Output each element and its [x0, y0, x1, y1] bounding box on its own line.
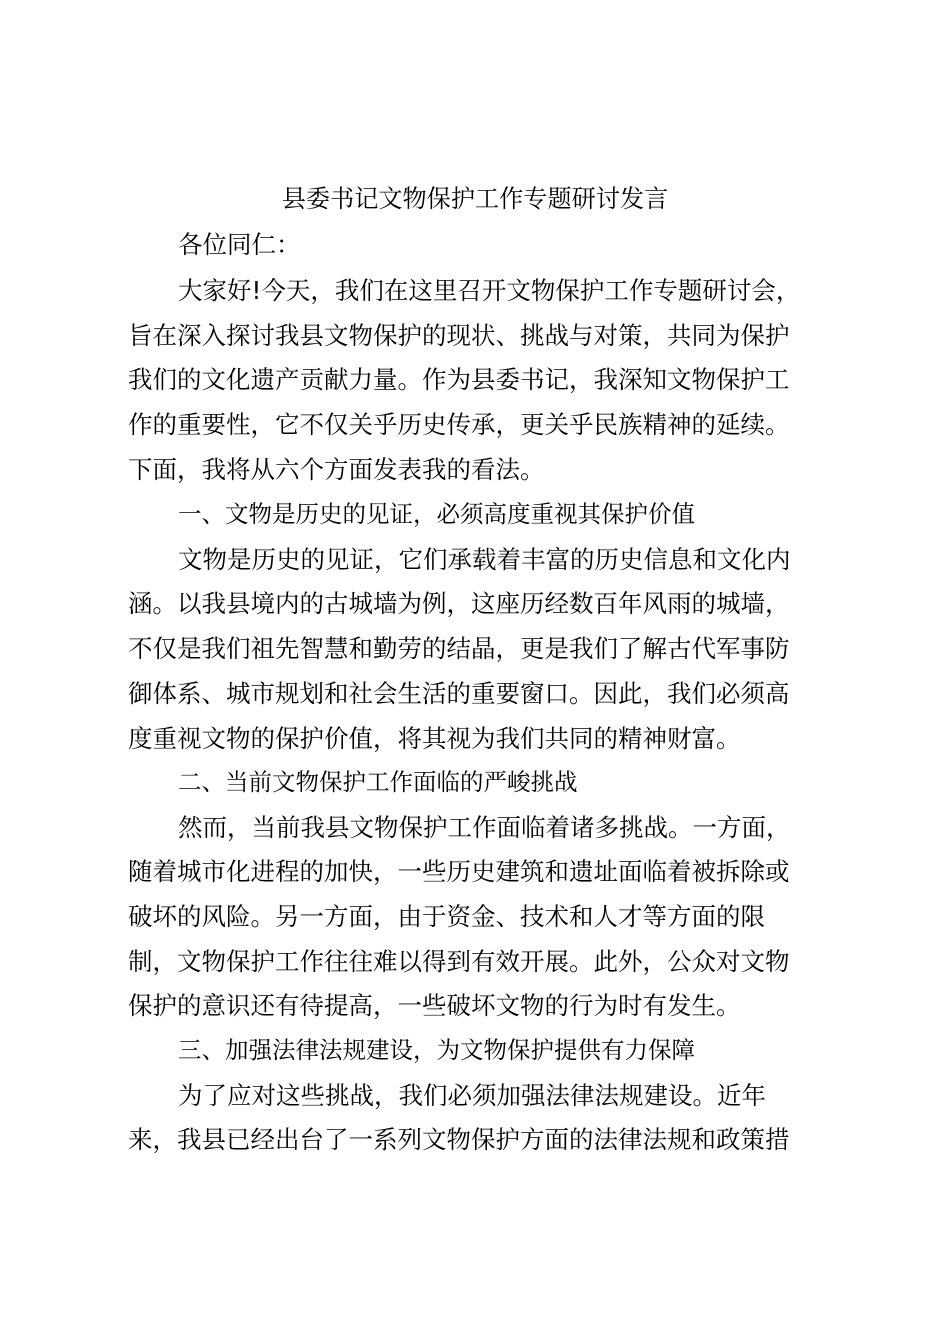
paragraph-line: 为了应对这些挑战，我们必须加强法律法规建设。近年 [178, 1081, 766, 1110]
document-title: 县委书记文物保护工作专题研讨发言 [281, 185, 669, 213]
paragraph-line: 来，我县已经出台了一系列文物保护方面的法律法规和政策措 [128, 1125, 790, 1154]
paragraph-line: 下面，我将从六个方面发表我的看法。 [128, 455, 545, 484]
paragraph-line: 破坏的风险。另一方面，由于资金、技术和人才等方面的限 [128, 902, 765, 931]
paragraph-line: 涵。以我县境内的古城墙为例，这座历经数百年风雨的城墙， [128, 589, 790, 618]
paragraph-line: 随着城市化进程的加快，一些历史建筑和遗址面临着被拆除或 [128, 857, 790, 886]
paragraph-line: 不仅是我们祖先智慧和勤劳的结晶，更是我们了解古代军事防 [128, 634, 790, 663]
salutation: 各位同仁： [178, 230, 301, 259]
paragraph-line: 然而，当前我县文物保护工作面临着诸多挑战。一方面， [178, 813, 791, 842]
paragraph-line: 文物是历史的见证，它们承载着丰富的历史信息和文化内 [178, 545, 791, 574]
section-heading: 二、当前文物保护工作面临的严峻挑战 [178, 768, 578, 796]
paragraph-line: 保护的意识还有待提高，一些破坏文物的行为时有发生。 [128, 991, 741, 1020]
section-heading: 三、加强法律法规建设，为文物保护提供有力保障 [178, 1036, 695, 1064]
paragraph-line: 作的重要性，它不仅关乎历史传承，更关乎民族精神的延续。 [128, 410, 790, 439]
paragraph-line: 御体系、城市规划和社会生活的重要窗口。因此，我们必须高 [128, 679, 790, 708]
section-heading: 一、文物是历史的见证，必须高度重视其保护价值 [178, 500, 695, 528]
paragraph-line: 我们的文化遗产贡献力量。作为县委书记，我深知文物保护工 [128, 365, 790, 394]
paragraph-line: 度重视文物的保护价值，将其视为我们共同的精神财富。 [128, 724, 741, 753]
paragraph-line: 制，文物保护工作往往难以得到有效开展。此外，公众对文物 [128, 947, 790, 976]
paragraph-line: 旨在深入探讨我县文物保护的现状、挑战与对策，共同为保护 [128, 321, 790, 350]
paragraph-line: 大家好!今天，我们在这里召开文物保护工作专题研讨会， [178, 276, 801, 305]
